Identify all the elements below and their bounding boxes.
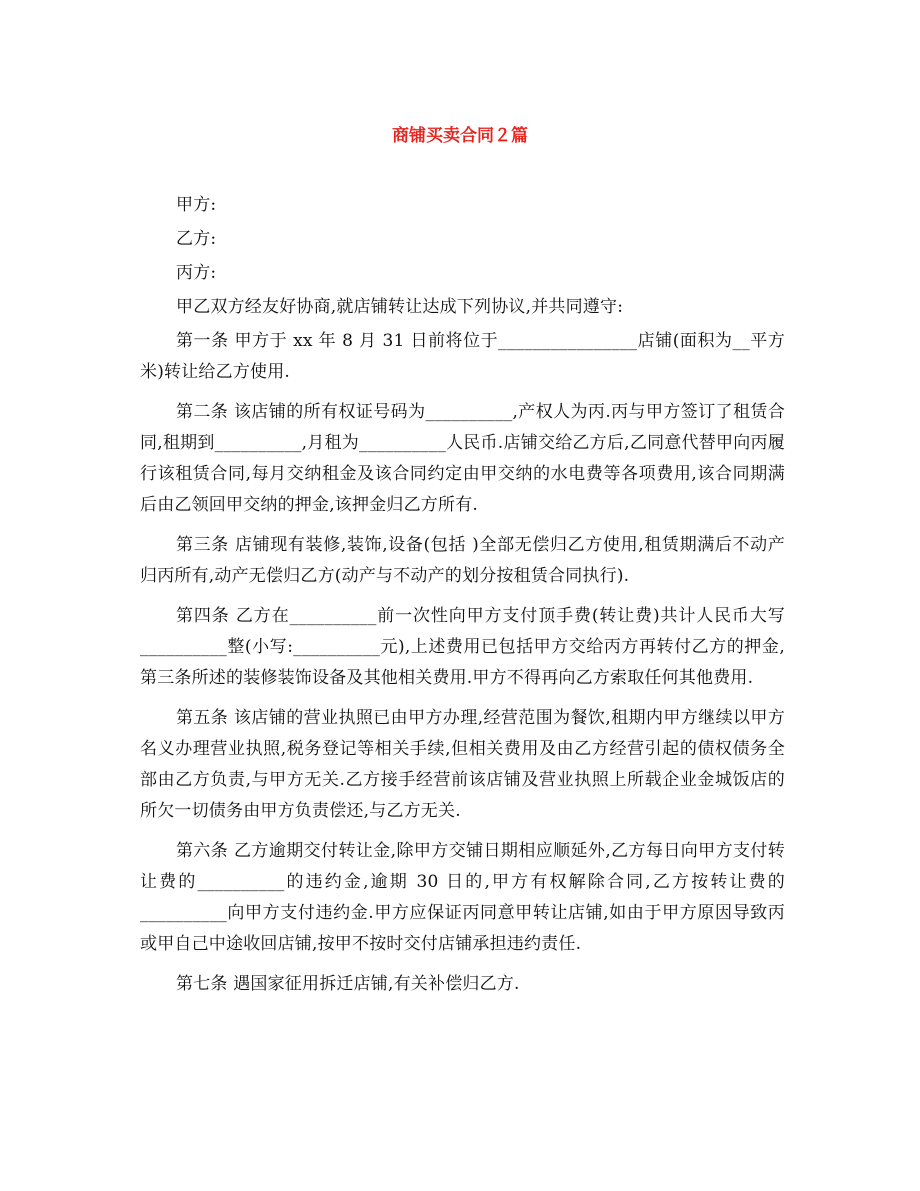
article-3-paragraph: 第三条 店铺现有装修,装饰,设备(包括 )全部无偿归乙方使用,租赁期满后不动产归丙所有,动产无偿归乙方(动产与不动产的划分按租赁合同执行). <box>140 535 785 586</box>
document-title: 商铺买卖合同２篇 <box>392 126 528 146</box>
article-5-paragraph: 第五条 该店铺的营业执照已由甲方办理,经营范围为餐饮,租期内甲方继续以甲方名义办理营业执照,税务登记等相关手续,但相关费用及由乙方经营引起的债权债务全部由乙方负责,与甲方无关.乙方接手经营前该店铺及营业执照上所载企业金城饭店的所欠一切债务由甲方负责偿还,与乙方无关. <box>140 708 785 821</box>
article-4-paragraph: 第四条 乙方在__________前一次性向甲方支付顶手费(转让费)共计人民币大写__________整(小写:__________元),上述费用已包括甲方交给丙方再转付乙方的押金,第三条所述的装修装饰设备及其他相关费用.甲方不得再向乙方索取任何其他费用. <box>140 606 785 688</box>
article-7-paragraph: 第七条 遇国家征用拆迁店铺,有关补偿归乙方. <box>176 974 520 994</box>
party-c-line: 丙方: <box>176 263 217 283</box>
party-a-line: 甲方: <box>176 195 217 215</box>
preamble-paragraph: 甲乙双方经友好协商,就店铺转让达成下列协议,并共同遵守: <box>176 297 624 317</box>
article-6-paragraph: 第六条 乙方逾期交付转让金,除甲方交铺日期相应顺延外,乙方每日向甲方支付转让费的__________的违约金,逾期 30 日的,甲方有权解除合同,乙方按转让费的 __________向甲方支付违约金.甲方应保证丙同意甲转让店铺,如由于甲方原因导致丙或甲自己中途收回店铺,按甲不按时交付店铺承担违约责任. <box>140 841 785 954</box>
article-2-paragraph: 第二条 该店铺的所有权证号码为__________,产权人为丙.丙与甲方签订了租赁合同,租期到__________,月租为__________人民币.店铺交给乙方后,乙同意代替甲向丙履行该租赁合同,每月交纳租金及该合同约定由甲交纳的水电费等各项费用,该合同期满后由乙领回甲交纳的押金,该押金归乙方所有. <box>140 402 785 515</box>
article-1-paragraph: 第一条 甲方于 xx 年 8 月 31 日前将位于________________店铺(面积为__平方米)转让给乙方使用. <box>140 331 785 382</box>
party-b-line: 乙方: <box>176 229 217 249</box>
document-body <box>140 190 785 1009</box>
